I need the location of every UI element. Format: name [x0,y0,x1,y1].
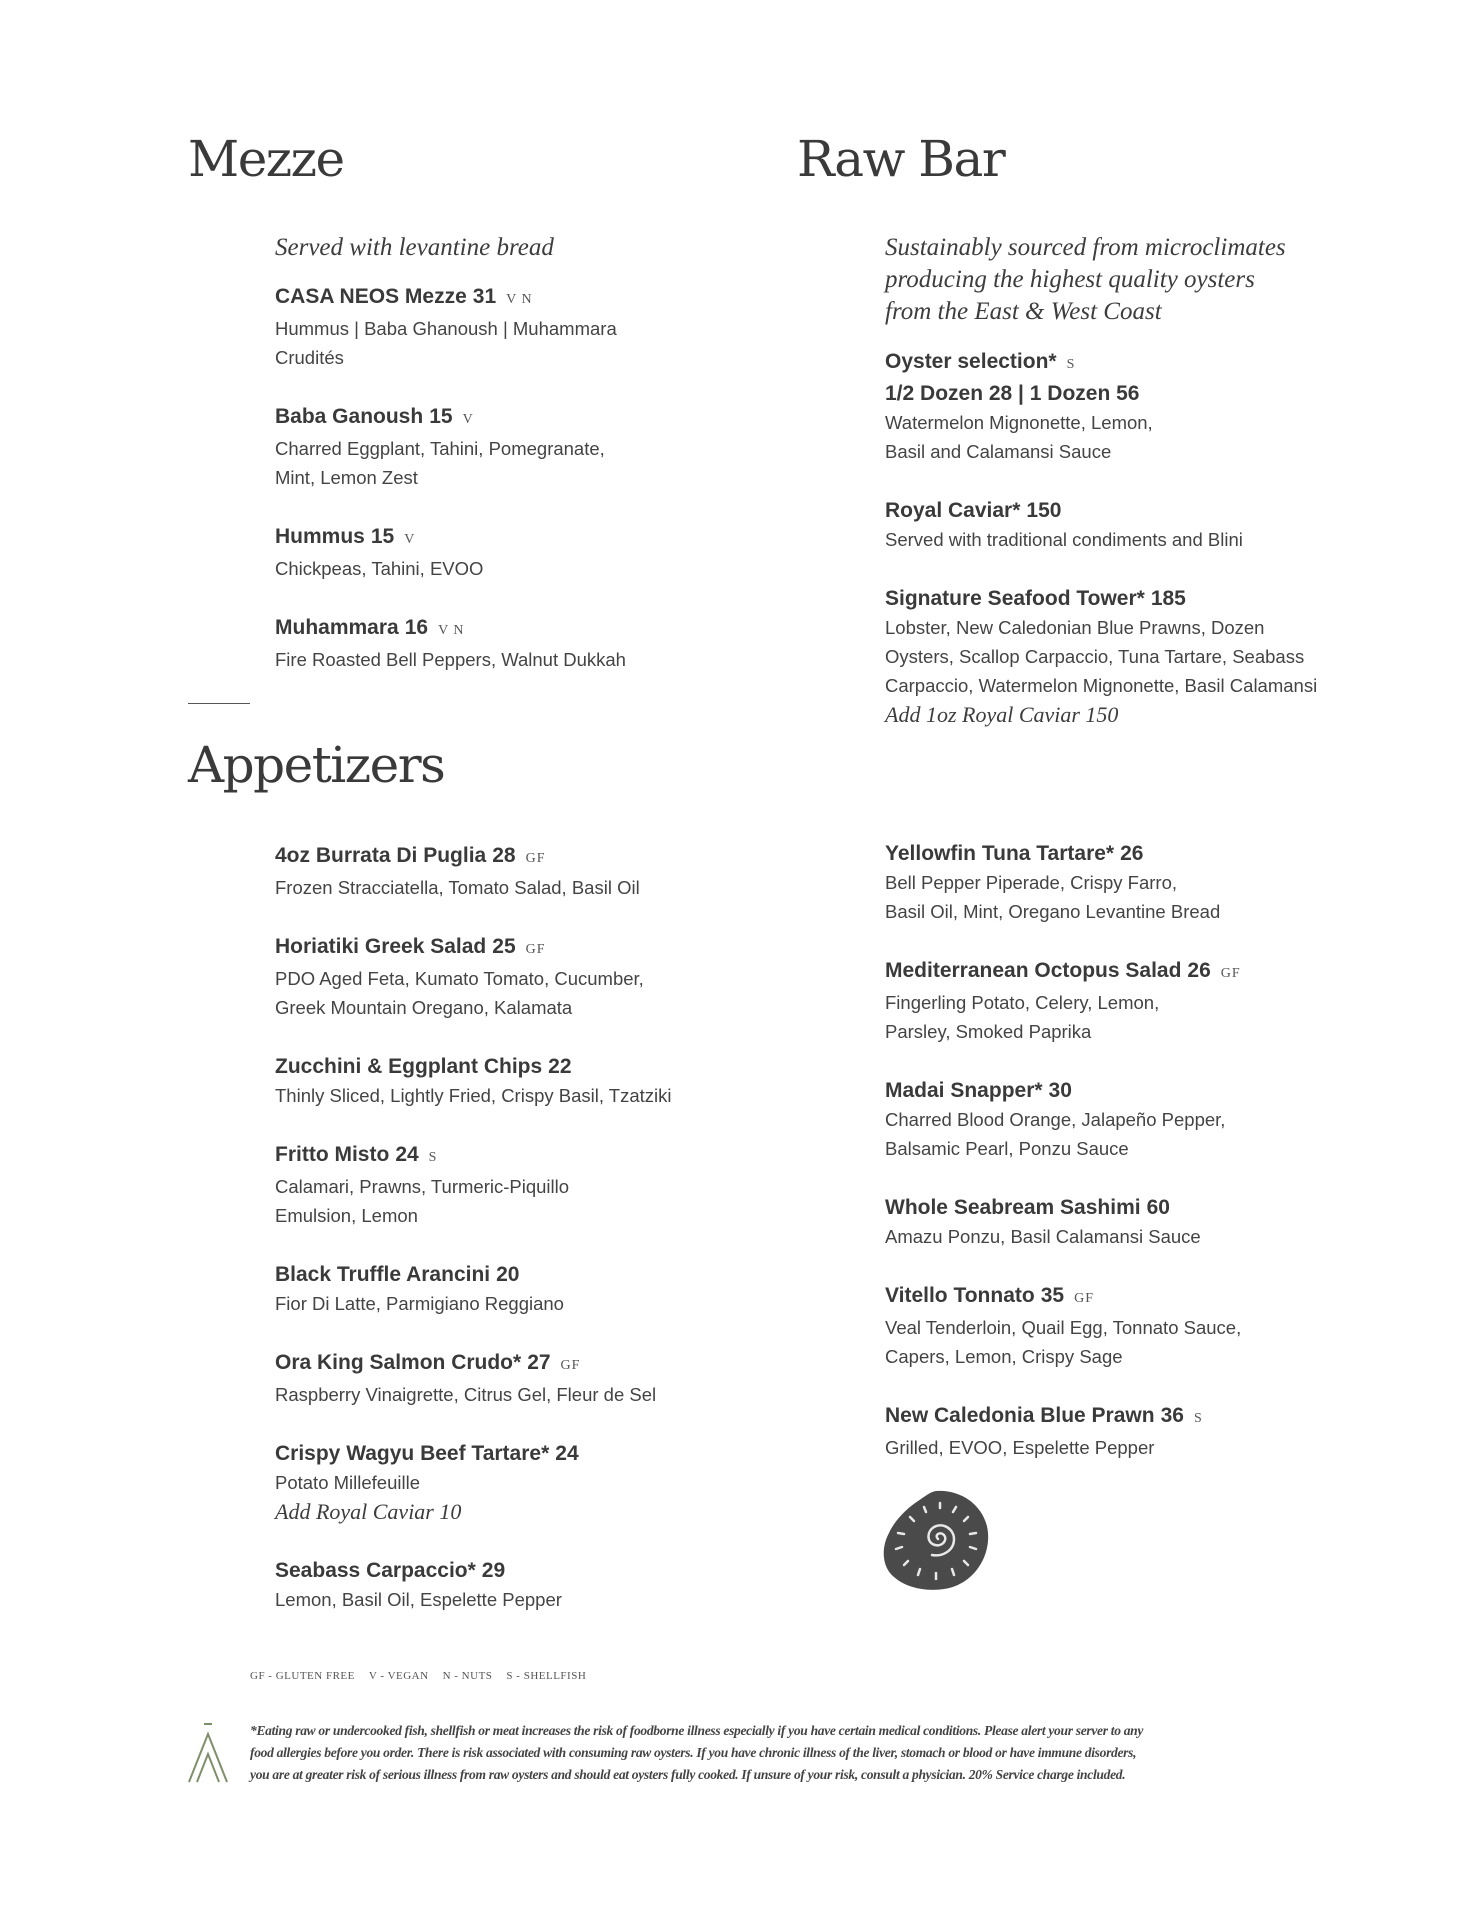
item-description: Fior Di Latte, Parmigiano Reggiano [275,1293,564,1314]
appetizers-right-list [885,839,1365,1492]
section-divider [188,703,250,704]
menu-item [275,522,735,583]
item-description: Amazu Ponzu, Basil Calamansi Sauce [885,1226,1201,1247]
item-description: Bell Pepper Piperade, Crispy Farro, Basil Oil, Mint, Oregano Levantine Bread [885,872,1221,922]
menu-item [885,347,1365,466]
item-name: Madai Snapper* 30 [885,1079,1072,1102]
item-description: Veal Tenderloin, Quail Egg, Tonnato Sauce, Capers, Lemon, Crispy Sage [885,1317,1242,1367]
item-description: PDO Aged Feta, Kumato Tomato, Cucumber, Greek Mountain Oregano, Kalamata [275,968,644,1018]
menu-item [885,1076,1365,1163]
item-description: Charred Eggplant, Tahini, Pomegranate, Mint, Lemon Zest [275,438,605,488]
menu-item [275,1556,755,1614]
legend-item: V - VEGAN [368,1670,429,1682]
menu-item [275,1348,755,1409]
raw-bar-list [885,347,1365,759]
diet-tag: S [1066,357,1076,372]
menu-item [885,839,1365,926]
item-description: Fingerling Potato, Celery, Lemon, Parsley, Smoked Paprika [885,992,1160,1042]
diet-tag: GF [525,851,546,866]
mezze-subtitle: Served with levantine bread [275,234,554,261]
legend-item: S - SHELLFISH [506,1670,587,1682]
menu-item [885,496,1365,554]
diet-tag: V [404,532,416,547]
item-description: Served with traditional condiments and Blini [885,529,1243,550]
item-name: 4oz Burrata Di Puglia 28 GF [275,844,546,867]
item-description: Lemon, Basil Oil, Espelette Pepper [275,1589,562,1610]
legend-item: N - NUTS [442,1670,493,1682]
item-name: Oyster selection* S [885,350,1076,373]
menu-item [885,1401,1365,1462]
item-name: Seabass Carpaccio* 29 [275,1559,506,1582]
item-addon: Add Royal Caviar 10 [275,1499,462,1524]
item-description: Charred Blood Orange, Jalapeño Pepper, Balsamic Pearl, Ponzu Sauce [885,1109,1226,1159]
health-disclaimer: *Eating raw or undercooked fish, shellfish or meat increases the risk of foodborne illness especially if you have certain medical conditions. Please alert your server to any food allergies before you order. There is risk associated with consuming raw oysters. If you have chronic illness of the liver, stomach or blood or have immune disorders, you are at greater risk of serious illness from raw oysters and should eat oysters fully cooked. If unsure of your risk, consult a physician. 20% Service charge included. [250,1723,1144,1782]
item-description: Calamari, Prawns, Turmeric-Piquillo Emulsion, Lemon [275,1176,570,1226]
menu-item [275,613,735,674]
mezze-title: Mezze [188,130,344,188]
menu-item [275,1260,755,1318]
raw-bar-title: Raw Bar [797,130,1005,188]
menu-item [275,841,755,902]
item-addon: Add 1oz Royal Caviar 150 [885,702,1119,727]
brand-logo-icon [186,1722,230,1784]
diet-tag: S [1193,1411,1203,1426]
item-description: Lobster, New Caledonian Blue Prawns, Dozen Oysters, Scallop Carpaccio, Tuna Tartare, Seabass Carpaccio, Watermelon Mignonette, Basil Calamansi [885,617,1318,696]
item-name: Fritto Misto 24 S [275,1143,438,1166]
raw-bar-subtitle: Sustainably sourced from microclimates producing the highest quality oysters from the East & West Coast [885,234,1286,325]
legend-item: GF - GLUTEN FREE [250,1670,355,1682]
item-description: Grilled, EVOO, Espelette Pepper [885,1437,1155,1458]
item-name: Muhammara 16 V N [275,616,465,639]
item-name: Vitello Tonnato 35 GF [885,1284,1094,1307]
item-name: Hummus 15 V [275,525,416,548]
item-description: Frozen Stracciatella, Tomato Salad, Basil Oil [275,877,640,898]
item-description: Potato Millefeuille [275,1472,420,1493]
shell-icon [880,1487,992,1593]
menu-item [885,1281,1365,1371]
menu-item [885,584,1365,729]
appetizers-title: Appetizers [188,736,445,794]
item-name: Zucchini & Eggplant Chips 22 [275,1055,572,1078]
item-description: Thinly Sliced, Lightly Fried, Crispy Basil, Tzatziki [275,1085,672,1106]
item-description: Hummus | Baba Ghanoush | Muhammara Crudités [275,318,617,368]
diet-tag: V N [506,292,533,307]
diet-tag: GF [525,942,546,957]
item-name: Black Truffle Arancini 20 [275,1263,520,1286]
menu-item [885,1193,1365,1251]
oyster-sizes: 1/2 Dozen 28 | 1 Dozen 56 [885,382,1140,405]
menu-item [275,402,735,492]
item-name: Ora King Salmon Crudo* 27 GF [275,1351,581,1374]
item-name: Whole Seabream Sashimi 60 [885,1196,1170,1219]
item-name: Signature Seafood Tower* 185 [885,587,1186,610]
diet-tag: GF [1220,966,1241,981]
menu-item [275,1439,755,1526]
menu-item [275,1140,755,1230]
item-description: Watermelon Mignonette, Lemon, Basil and Calamansi Sauce [885,412,1153,462]
item-name: Yellowfin Tuna Tartare* 26 [885,842,1144,865]
menu-item [275,1052,755,1110]
item-name: Royal Caviar* 150 [885,499,1062,522]
mezze-list [275,282,735,704]
diet-tag: GF [1074,1291,1094,1306]
item-name: New Caledonia Blue Prawn 36 S [885,1404,1203,1427]
item-name: Horiatiki Greek Salad 25 GF [275,935,546,958]
item-description: Fire Roasted Bell Peppers, Walnut Dukkah [275,649,626,670]
item-name: Mediterranean Octopus Salad 26 GF [885,959,1241,982]
dietary-legend [250,1670,600,1682]
item-description: Chickpeas, Tahini, EVOO [275,558,484,579]
item-description: Raspberry Vinaigrette, Citrus Gel, Fleur de Sel [275,1384,657,1405]
item-name: Baba Ganoush 15 V [275,405,474,428]
menu-item [275,282,735,372]
item-name: Crispy Wagyu Beef Tartare* 24 [275,1442,579,1465]
menu-item [275,932,755,1022]
diet-tag: S [428,1150,438,1165]
item-name: CASA NEOS Mezze 31 V N [275,285,533,308]
diet-tag: GF [560,1358,581,1373]
appetizers-left-list [275,841,755,1644]
diet-tag: V N [438,623,465,638]
menu-item [885,956,1365,1046]
diet-tag: V [462,412,474,427]
